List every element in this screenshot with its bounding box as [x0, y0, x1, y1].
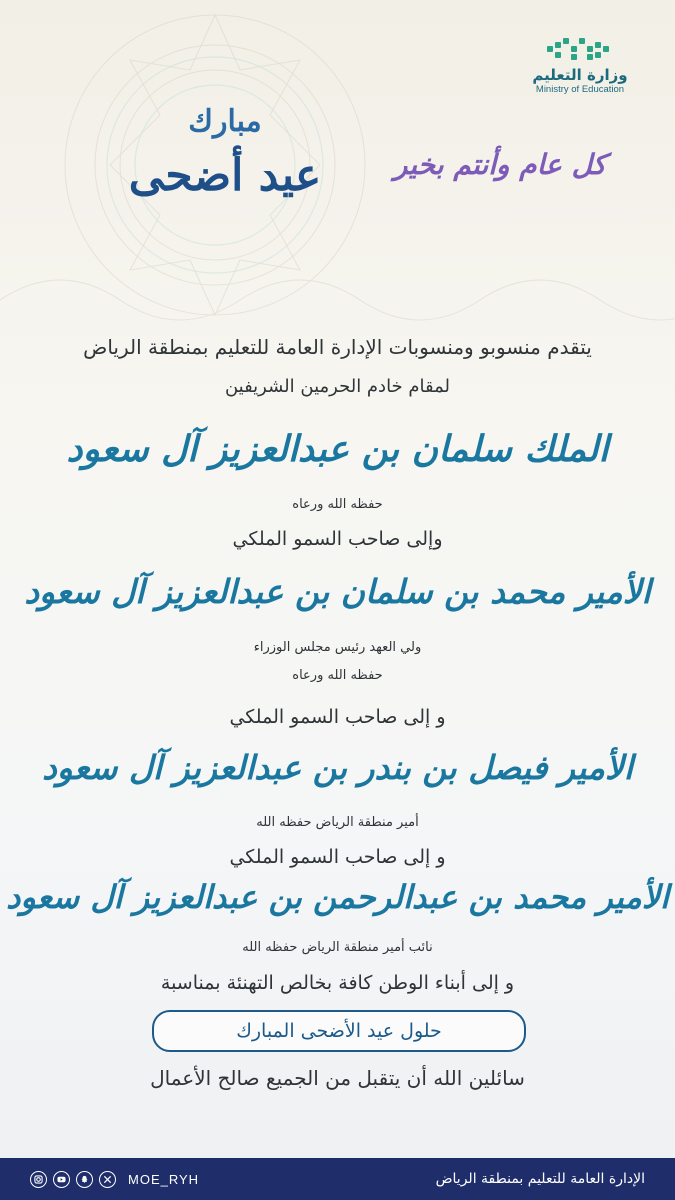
ministry-name-english: Ministry of Education: [535, 84, 625, 95]
eid-title-line1: مبارك: [188, 104, 262, 139]
to-highness-2: و إلى صاحب السمو الملكي: [229, 706, 446, 728]
king-name: الملك سلمان بن عبدالعزيز آل سعود: [66, 428, 609, 470]
to-highness-3: و إلى صاحب السمو الملكي: [229, 846, 446, 868]
instagram-icon[interactable]: [30, 1171, 47, 1188]
footer-bar: [0, 1158, 675, 1200]
occasion-text: حلول عيد الأضحى المبارك: [236, 1020, 442, 1042]
snapchat-icon[interactable]: [76, 1171, 93, 1188]
occasion-banner: [152, 1010, 526, 1052]
eid-title-line2: عيد أضحى: [128, 150, 322, 201]
youtube-icon[interactable]: [53, 1171, 70, 1188]
intro-line-1: يتقدم منسوبو ومنسوبات الإدارة العامة للتعليم بمنطقة الرياض: [83, 335, 592, 359]
crown-prince-title: ولي العهد رئيس مجلس الوزراء: [253, 640, 422, 655]
crown-prince-name: الأمير محمد بن سلمان بن عبدالعزيز آل سعود: [24, 572, 651, 611]
footer-org-name: الإدارة العامة للتعليم بمنطقة الرياض: [435, 1171, 645, 1187]
ministry-name-arabic: وزارة التعليم: [532, 66, 628, 84]
deputy-emir-title: نائب أمير منطقة الرياض حفظه الله: [242, 940, 433, 955]
riyadh-emir-name: الأمير فيصل بن بندر بن عبدالعزيز آل سعود: [42, 748, 633, 787]
ministry-logo: [525, 38, 635, 95]
to-nation-line: و إلى أبناء الوطن كافة بخالص التهنئة بمناسبة: [160, 972, 515, 994]
deputy-emir-name: الأمير محمد بن عبدالرحمن بن عبدالعزيز آل سعود: [6, 878, 669, 916]
ministry-logo-icon: [547, 38, 613, 60]
closing-prayer: سائلين الله أن يتقبل من الجميع صالح الأعمال: [150, 1066, 525, 1090]
social-handle[interactable]: MOE_RYH: [128, 1171, 200, 1187]
eid-adha-calligraphy: [125, 95, 325, 203]
to-highness-1: وإلى صاحب السمو الملكي: [232, 528, 443, 550]
intro-line-2: لمقام خادم الحرمين الشريفين: [224, 376, 451, 397]
riyadh-emir-title: أمير منطقة الرياض حفظه الله: [256, 815, 419, 830]
x-icon[interactable]: [99, 1171, 116, 1188]
social-links: [30, 1171, 199, 1188]
blessing-1: حفظه الله ورعاه: [292, 497, 383, 512]
greeting-calligraphy: كل عام وأنتم بخير: [393, 148, 607, 181]
blessing-2: حفظه الله ورعاه: [292, 668, 383, 683]
